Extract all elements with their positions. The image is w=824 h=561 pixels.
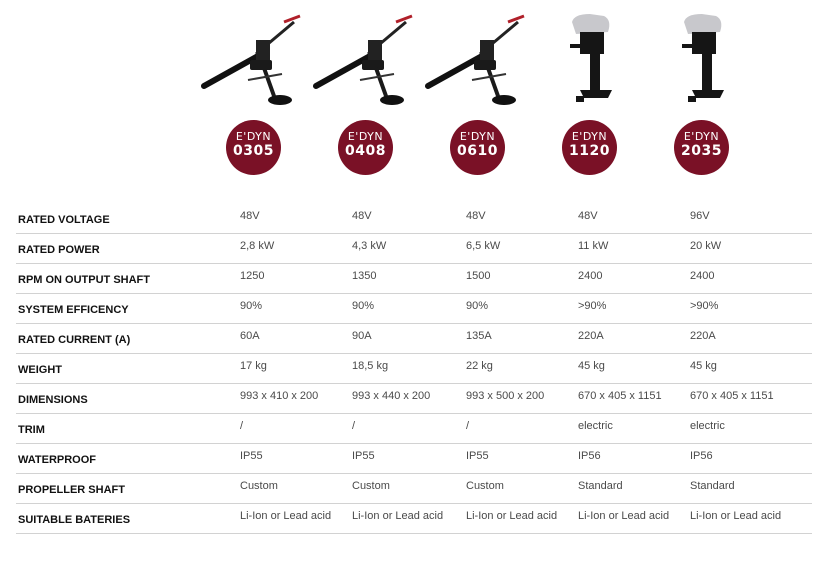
- spec-value: 48V: [240, 210, 260, 222]
- spec-value: 220A: [578, 330, 604, 342]
- spec-value: 48V: [578, 210, 598, 222]
- spec-value: 670 x 405 x 1151: [578, 390, 662, 402]
- spec-value: 993 x 500 x 200: [466, 390, 545, 402]
- model-badge: [226, 120, 281, 175]
- spec-value: 96V: [690, 210, 710, 222]
- spec-value: electric: [690, 420, 725, 432]
- spec-value: 45 kg: [690, 360, 717, 372]
- spec-value: 45 kg: [578, 360, 605, 372]
- spec-row-rated-voltage: [16, 204, 812, 234]
- spec-value: IP56: [690, 450, 713, 462]
- spec-value: 1500: [466, 270, 491, 282]
- badge-model: 2035: [681, 143, 722, 159]
- spec-label: RATED CURRENT (A): [18, 334, 131, 346]
- spec-label: DIMENSIONS: [18, 394, 88, 406]
- outboard-motor-icon: [644, 8, 756, 108]
- spec-value: /: [466, 420, 470, 432]
- spec-row-rated-current: [16, 324, 812, 354]
- badge-brand: E'DYN: [235, 130, 272, 143]
- spec-value: 20 kW: [690, 240, 722, 252]
- spec-value: 2400: [690, 270, 715, 282]
- spec-value: 2,8 kW: [240, 240, 275, 252]
- spec-value: 670 x 405 x 1151: [690, 390, 774, 402]
- spec-value: 22 kg: [466, 360, 493, 372]
- trolling-motor-icon: [196, 8, 308, 108]
- spec-row-waterproof: [16, 444, 812, 474]
- spec-value: Li-Ion or Lead acid: [240, 510, 332, 522]
- spec-value: Custom: [240, 480, 278, 492]
- spec-value: /: [240, 420, 244, 432]
- spec-value: 2400: [578, 270, 603, 282]
- spec-value: 18,5 kg: [352, 360, 389, 372]
- outboard-motor-icon: [532, 8, 644, 108]
- spec-value: >90%: [578, 300, 607, 312]
- spec-value: electric: [578, 420, 613, 432]
- spec-label: RATED VOLTAGE: [18, 214, 110, 226]
- spec-row-rated-power: [16, 234, 812, 264]
- spec-value: IP55: [240, 450, 263, 462]
- spec-value: 90%: [240, 300, 263, 312]
- spec-row-propeller-shaft: [16, 474, 812, 504]
- badge-brand: E'DYN: [683, 130, 720, 143]
- spec-value: 1350: [352, 270, 377, 282]
- spec-label: PROPELLER SHAFT: [18, 484, 125, 496]
- badge-brand: E'DYN: [459, 130, 496, 143]
- spec-value: Li-Ion or Lead acid: [466, 510, 558, 522]
- spec-value: Standard: [690, 480, 735, 492]
- badge-model: 0305: [233, 143, 274, 159]
- spec-row-weight: [16, 354, 812, 384]
- model-badge: [674, 120, 729, 175]
- model-badge: [338, 120, 393, 175]
- badge-brand: E'DYN: [571, 130, 608, 143]
- spec-value: IP55: [466, 450, 489, 462]
- spec-value: Li-Ion or Lead acid: [578, 510, 670, 522]
- spec-value: 4,3 kW: [352, 240, 387, 252]
- trolling-motor-icon: [308, 8, 420, 108]
- spec-value: /: [352, 420, 356, 432]
- spec-value: 6,5 kW: [466, 240, 501, 252]
- spec-value: Li-Ion or Lead acid: [352, 510, 444, 522]
- spec-value: 1250: [240, 270, 265, 282]
- spec-label: SYSTEM EFFICENCY: [18, 304, 129, 316]
- product-card: [196, 8, 308, 168]
- trolling-motor-icon: [420, 8, 532, 108]
- spec-value: 993 x 410 x 200: [240, 390, 319, 402]
- spec-value: 90%: [466, 300, 489, 312]
- spec-value: Custom: [352, 480, 390, 492]
- spec-row-dimensions: [16, 384, 812, 414]
- spec-value: 11 kW: [578, 240, 609, 252]
- badge-brand: E'DYN: [347, 130, 384, 143]
- spec-value: >90%: [690, 300, 719, 312]
- spec-value: 48V: [352, 210, 372, 222]
- spec-label: SUITABLE BATERIES: [18, 514, 131, 526]
- spec-value: Standard: [578, 480, 623, 492]
- badge-model: 0610: [457, 143, 498, 159]
- spec-row-system-efficiency: [16, 294, 812, 324]
- spec-row-trim: [16, 414, 812, 444]
- spec-value: 48V: [466, 210, 486, 222]
- model-badge: [450, 120, 505, 175]
- spec-value: 90A: [352, 330, 372, 342]
- product-card: [644, 8, 756, 168]
- product-card: [308, 8, 420, 168]
- spec-value: 220A: [690, 330, 716, 342]
- spec-table: [16, 204, 812, 534]
- spec-label: TRIM: [18, 424, 45, 436]
- spec-row-rpm: [16, 264, 812, 294]
- badge-model: 1120: [569, 143, 610, 159]
- spec-value: IP55: [352, 450, 375, 462]
- spec-value: 60A: [240, 330, 260, 342]
- spec-value: Li-Ion or Lead acid: [690, 510, 782, 522]
- spec-value: 135A: [466, 330, 492, 342]
- badge-model: 0408: [345, 143, 386, 159]
- spec-label: RATED POWER: [18, 244, 100, 256]
- product-card: [532, 8, 644, 168]
- model-badge: [562, 120, 617, 175]
- spec-row-suitable-batteries: [16, 504, 812, 534]
- product-card: [420, 8, 532, 168]
- spec-label: RPM ON OUTPUT SHAFT: [18, 274, 150, 286]
- spec-value: 993 x 440 x 200: [352, 390, 431, 402]
- spec-label: WATERPROOF: [18, 454, 97, 466]
- spec-label: WEIGHT: [18, 364, 62, 376]
- spec-value: Custom: [466, 480, 504, 492]
- spec-value: 90%: [352, 300, 375, 312]
- spec-value: 17 kg: [240, 360, 267, 372]
- spec-value: IP56: [578, 450, 601, 462]
